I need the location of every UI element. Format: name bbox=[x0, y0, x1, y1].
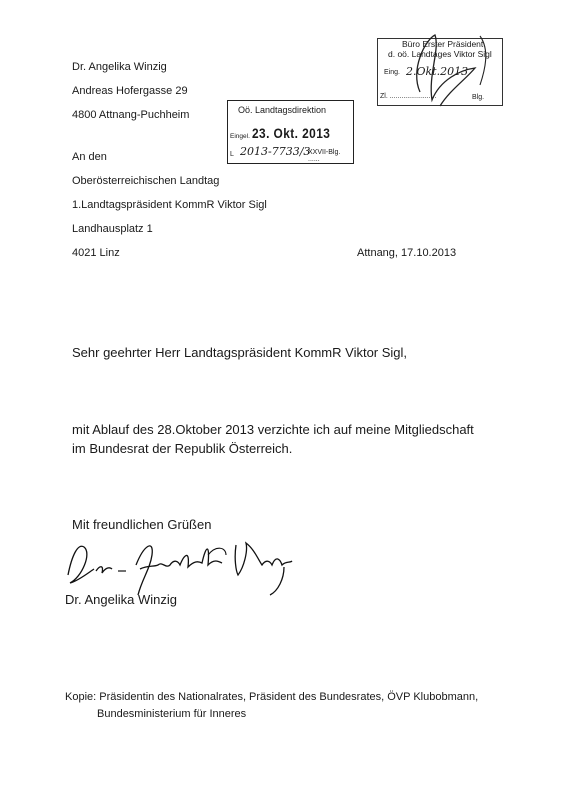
handwritten-signature bbox=[58, 525, 298, 600]
kopie-line1: Kopie: Präsidentin des Nationalrates, Präsident des Bundesrates, ÖVP Klubobmann, bbox=[65, 691, 479, 703]
stamp2-zl-label: Zl. ........................ bbox=[380, 93, 437, 100]
stamp-file-number: 2013-7733/3 bbox=[240, 145, 311, 158]
stamp-eingel-label: Eingel. bbox=[230, 133, 250, 140]
stamp2-blg-label: Blg. bbox=[472, 94, 485, 101]
initials-scribble bbox=[380, 30, 510, 110]
recipient-line2: Oberösterreichischen Landtag bbox=[72, 175, 220, 187]
recipient-line1: An den bbox=[72, 151, 107, 163]
sender-street: Andreas Hofergasse 29 bbox=[72, 85, 188, 97]
recipient-line3: 1.Landtagspräsident KommR Viktor Sigl bbox=[72, 199, 267, 211]
stamp-title: Oö. Landtagsdirektion bbox=[238, 105, 327, 115]
stamp2-eing-date: 2.Okt.2013 bbox=[406, 65, 469, 78]
stamp2-line2: d. oö. Landtages Viktor Sigl bbox=[388, 49, 492, 59]
salutation: Sehr geehrter Herr Landtagspräsident KommR Viktor Sigl, bbox=[72, 345, 408, 360]
stamp2-line1: Büro Erster Präsident bbox=[402, 39, 484, 49]
closing: Mit freundlichen Grüßen bbox=[72, 517, 212, 532]
letter-body: mit Ablauf des 28.Oktober 2013 verzichte ich auf meine Mitgliedschaft im Bundesrat der Republik Österreich. bbox=[72, 422, 474, 456]
recipient-line4: Landhausplatz 1 bbox=[72, 223, 153, 235]
stamp-blg: XXVII-Blg. ...... bbox=[308, 149, 341, 163]
stamp-l-label: L bbox=[230, 151, 234, 158]
stamp2-eing-label: Eing. bbox=[384, 69, 400, 76]
landtagsdirektion-stamp bbox=[227, 100, 354, 164]
place-date: Attnang, 17.10.2013 bbox=[357, 247, 457, 259]
stamp-received-date: 23. Okt. 2013 bbox=[252, 125, 331, 141]
recipient-line5: 4021 Linz bbox=[72, 247, 120, 259]
kopie-line2: Bundesministerium für Inneres bbox=[97, 708, 247, 720]
sender-city: 4800 Attnang-Puchheim bbox=[72, 109, 190, 121]
sender-name: Dr. Angelika Winzig bbox=[72, 61, 167, 73]
signature-name: Dr. Angelika Winzig bbox=[65, 592, 177, 607]
